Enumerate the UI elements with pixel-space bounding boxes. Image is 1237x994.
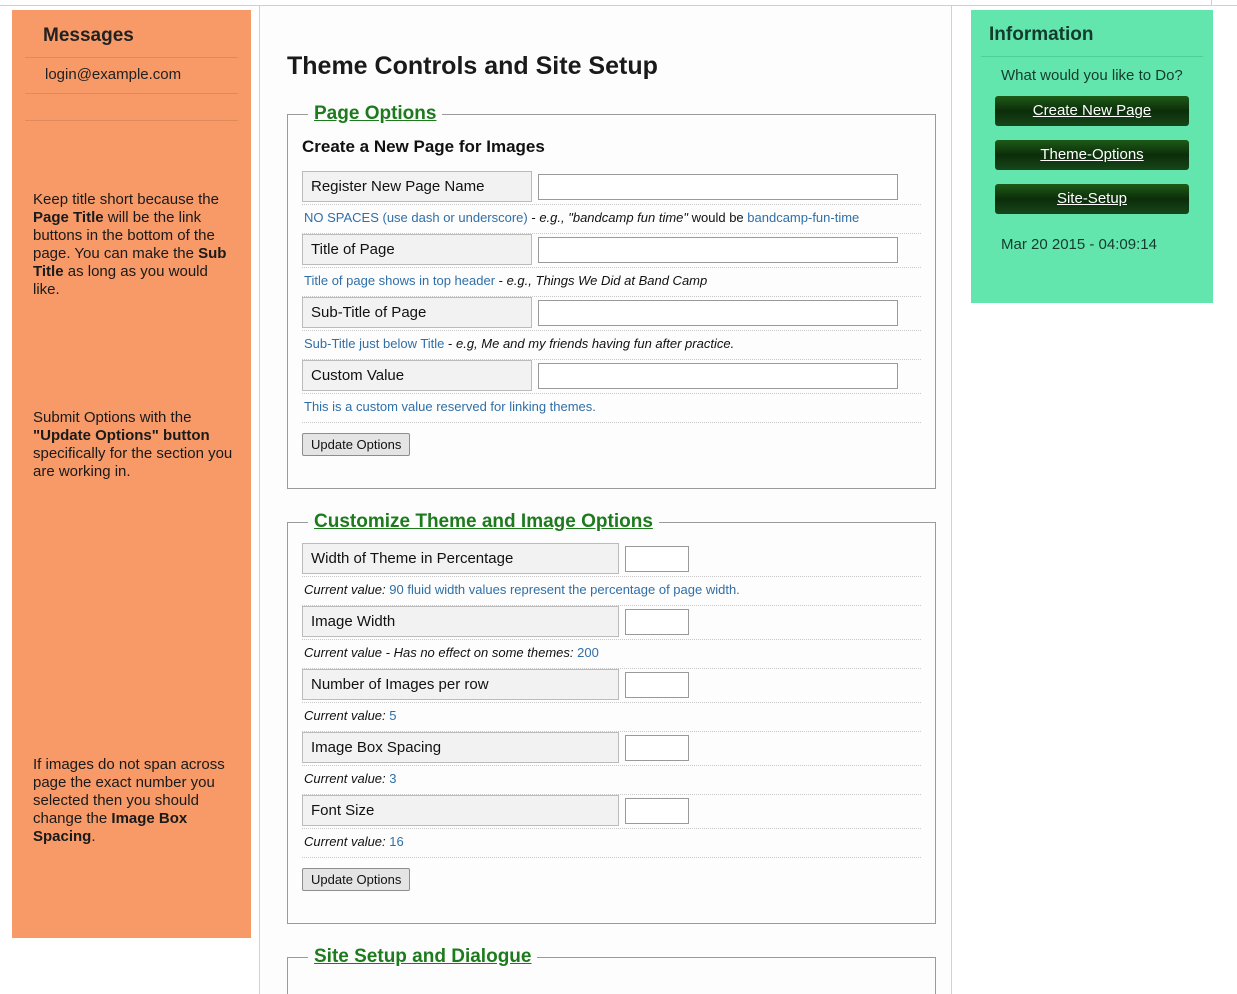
theme-options-button[interactable]: Theme-Options [995, 140, 1189, 170]
field-row [302, 360, 921, 394]
field-row [302, 297, 921, 331]
create-new-page-heading: Create a New Page for Images [302, 137, 545, 156]
label-register-new-page-name: Register New Page Name [302, 171, 532, 202]
hint-example: e.g., "bandcamp fun time" [539, 210, 689, 225]
hint-pre: Current value: [304, 708, 386, 723]
hint-pre: Current value: [304, 771, 386, 786]
hint-value: 5 [389, 708, 397, 723]
section-page-options-legend: Page Options [314, 103, 437, 124]
information-question: What would you like to Do? [1001, 67, 1183, 84]
hint-link-2: bandcamp-fun-time [747, 210, 860, 225]
field-row [302, 606, 921, 640]
input-image-box-spacing[interactable] [625, 735, 689, 761]
note1-bold-sub-title: Sub Title [33, 245, 227, 280]
note3-pre: If images do not span across page the exact number you selected then you should change the [33, 756, 225, 827]
information-timestamp: Mar 20 2015 - 04:09:14 [1001, 236, 1157, 253]
hint-value: 90 fluid width values represent the percentage of page width. [389, 582, 740, 597]
hint-sep: - [527, 210, 540, 225]
hint-example: e.g, Me and my friends having fun after practice. [455, 336, 735, 351]
hint-font-size [302, 829, 921, 858]
hint-images-per-row [302, 703, 921, 732]
note1-pre: Keep title short because the [33, 191, 219, 208]
note1-mid: will be the link buttons in the bottom of the page. You can make the [33, 209, 215, 262]
input-images-per-row[interactable] [625, 672, 689, 698]
note2-post: specifically for the section you are working in. [33, 445, 233, 480]
hint-width-of-theme [302, 577, 921, 606]
hint-link: This is a custom value reserved for linking themes. [304, 399, 596, 414]
section-site-setup [287, 946, 936, 994]
note2-pre: Submit Options with the [33, 409, 192, 426]
label-width-of-theme: Width of Theme in Percentage [302, 543, 619, 574]
input-register-new-page-name[interactable] [538, 174, 898, 200]
note3-bold-image-box-spacing: Image Box Spacing [33, 810, 188, 845]
hint-value: 3 [389, 771, 397, 786]
information-panel [971, 10, 1213, 303]
field-row [302, 543, 921, 577]
messages-login-email: login@example.com [45, 66, 182, 83]
top-strip-inner [0, 0, 1212, 5]
hint-value: 16 [389, 834, 404, 849]
label-images-per-row: Number of Images per row [302, 669, 619, 700]
input-image-width[interactable] [625, 609, 689, 635]
information-title: Information [989, 24, 1094, 45]
section-page-options [287, 103, 936, 489]
label-title-of-page: Title of Page [302, 234, 532, 265]
label-custom-value: Custom Value [302, 360, 532, 391]
hint-example: e.g., Things We Did at Band Camp [506, 273, 708, 288]
main-content [259, 6, 952, 994]
label-image-box-spacing: Image Box Spacing [302, 732, 619, 763]
hint-register-new-page-name [302, 205, 921, 234]
update-options-button-page-options[interactable]: Update Options [302, 433, 410, 456]
hint-image-box-spacing [302, 766, 921, 795]
field-row [302, 669, 921, 703]
hint-pre: Current value - Has no effect on some themes: [304, 645, 574, 660]
hint-pre: Current value: [304, 582, 386, 597]
hint-value: 200 [577, 645, 599, 660]
site-setup-button[interactable]: Site-Setup [995, 184, 1189, 214]
create-new-page-button[interactable]: Create New Page [995, 96, 1189, 126]
messages-panel [12, 10, 251, 938]
label-image-width: Image Width [302, 606, 619, 637]
messages-title: Messages [43, 25, 134, 46]
hint-link: Title of page shows in top header [304, 273, 496, 288]
divider [25, 120, 238, 121]
note3-post: . [91, 828, 96, 845]
hint-custom-value [302, 394, 921, 423]
input-font-size[interactable] [625, 798, 689, 824]
update-options-button-theme-options[interactable]: Update Options [302, 868, 410, 891]
messages-note-spacing [23, 756, 249, 846]
input-sub-title-of-page[interactable] [538, 300, 898, 326]
hint-sub-title-of-page [302, 331, 921, 360]
note1-bold-page-title: Page Title [33, 209, 104, 226]
input-custom-value[interactable] [538, 363, 898, 389]
section-theme-options [287, 511, 936, 924]
label-sub-title-of-page: Sub-Title of Page [302, 297, 532, 328]
section-theme-options-legend: Customize Theme and Image Options [314, 511, 653, 532]
note2-bold-update-options: "Update Options" button [33, 427, 210, 444]
field-row [302, 795, 921, 829]
hint-image-width [302, 640, 921, 669]
messages-note-title [23, 191, 249, 299]
hint-pre: Current value: [304, 834, 386, 849]
section-site-setup-legend: Site Setup and Dialogue [314, 946, 532, 967]
hint-link: Sub-Title just below Title [304, 336, 445, 351]
hint-tail: would be [688, 210, 748, 225]
hint-sep: - [444, 336, 456, 351]
hint-link: NO SPACES (use dash or underscore) [304, 210, 528, 225]
hint-title-of-page [302, 268, 921, 297]
input-width-of-theme[interactable] [625, 546, 689, 572]
note1-post: as long as you would like. [33, 263, 208, 298]
field-row [302, 732, 921, 766]
input-title-of-page[interactable] [538, 237, 898, 263]
field-row [302, 171, 921, 205]
hint-sep: - [495, 273, 507, 288]
page-title: Theme Controls and Site Setup [287, 52, 658, 80]
messages-note-update [23, 409, 249, 481]
label-font-size: Font Size [302, 795, 619, 826]
field-row [302, 234, 921, 268]
